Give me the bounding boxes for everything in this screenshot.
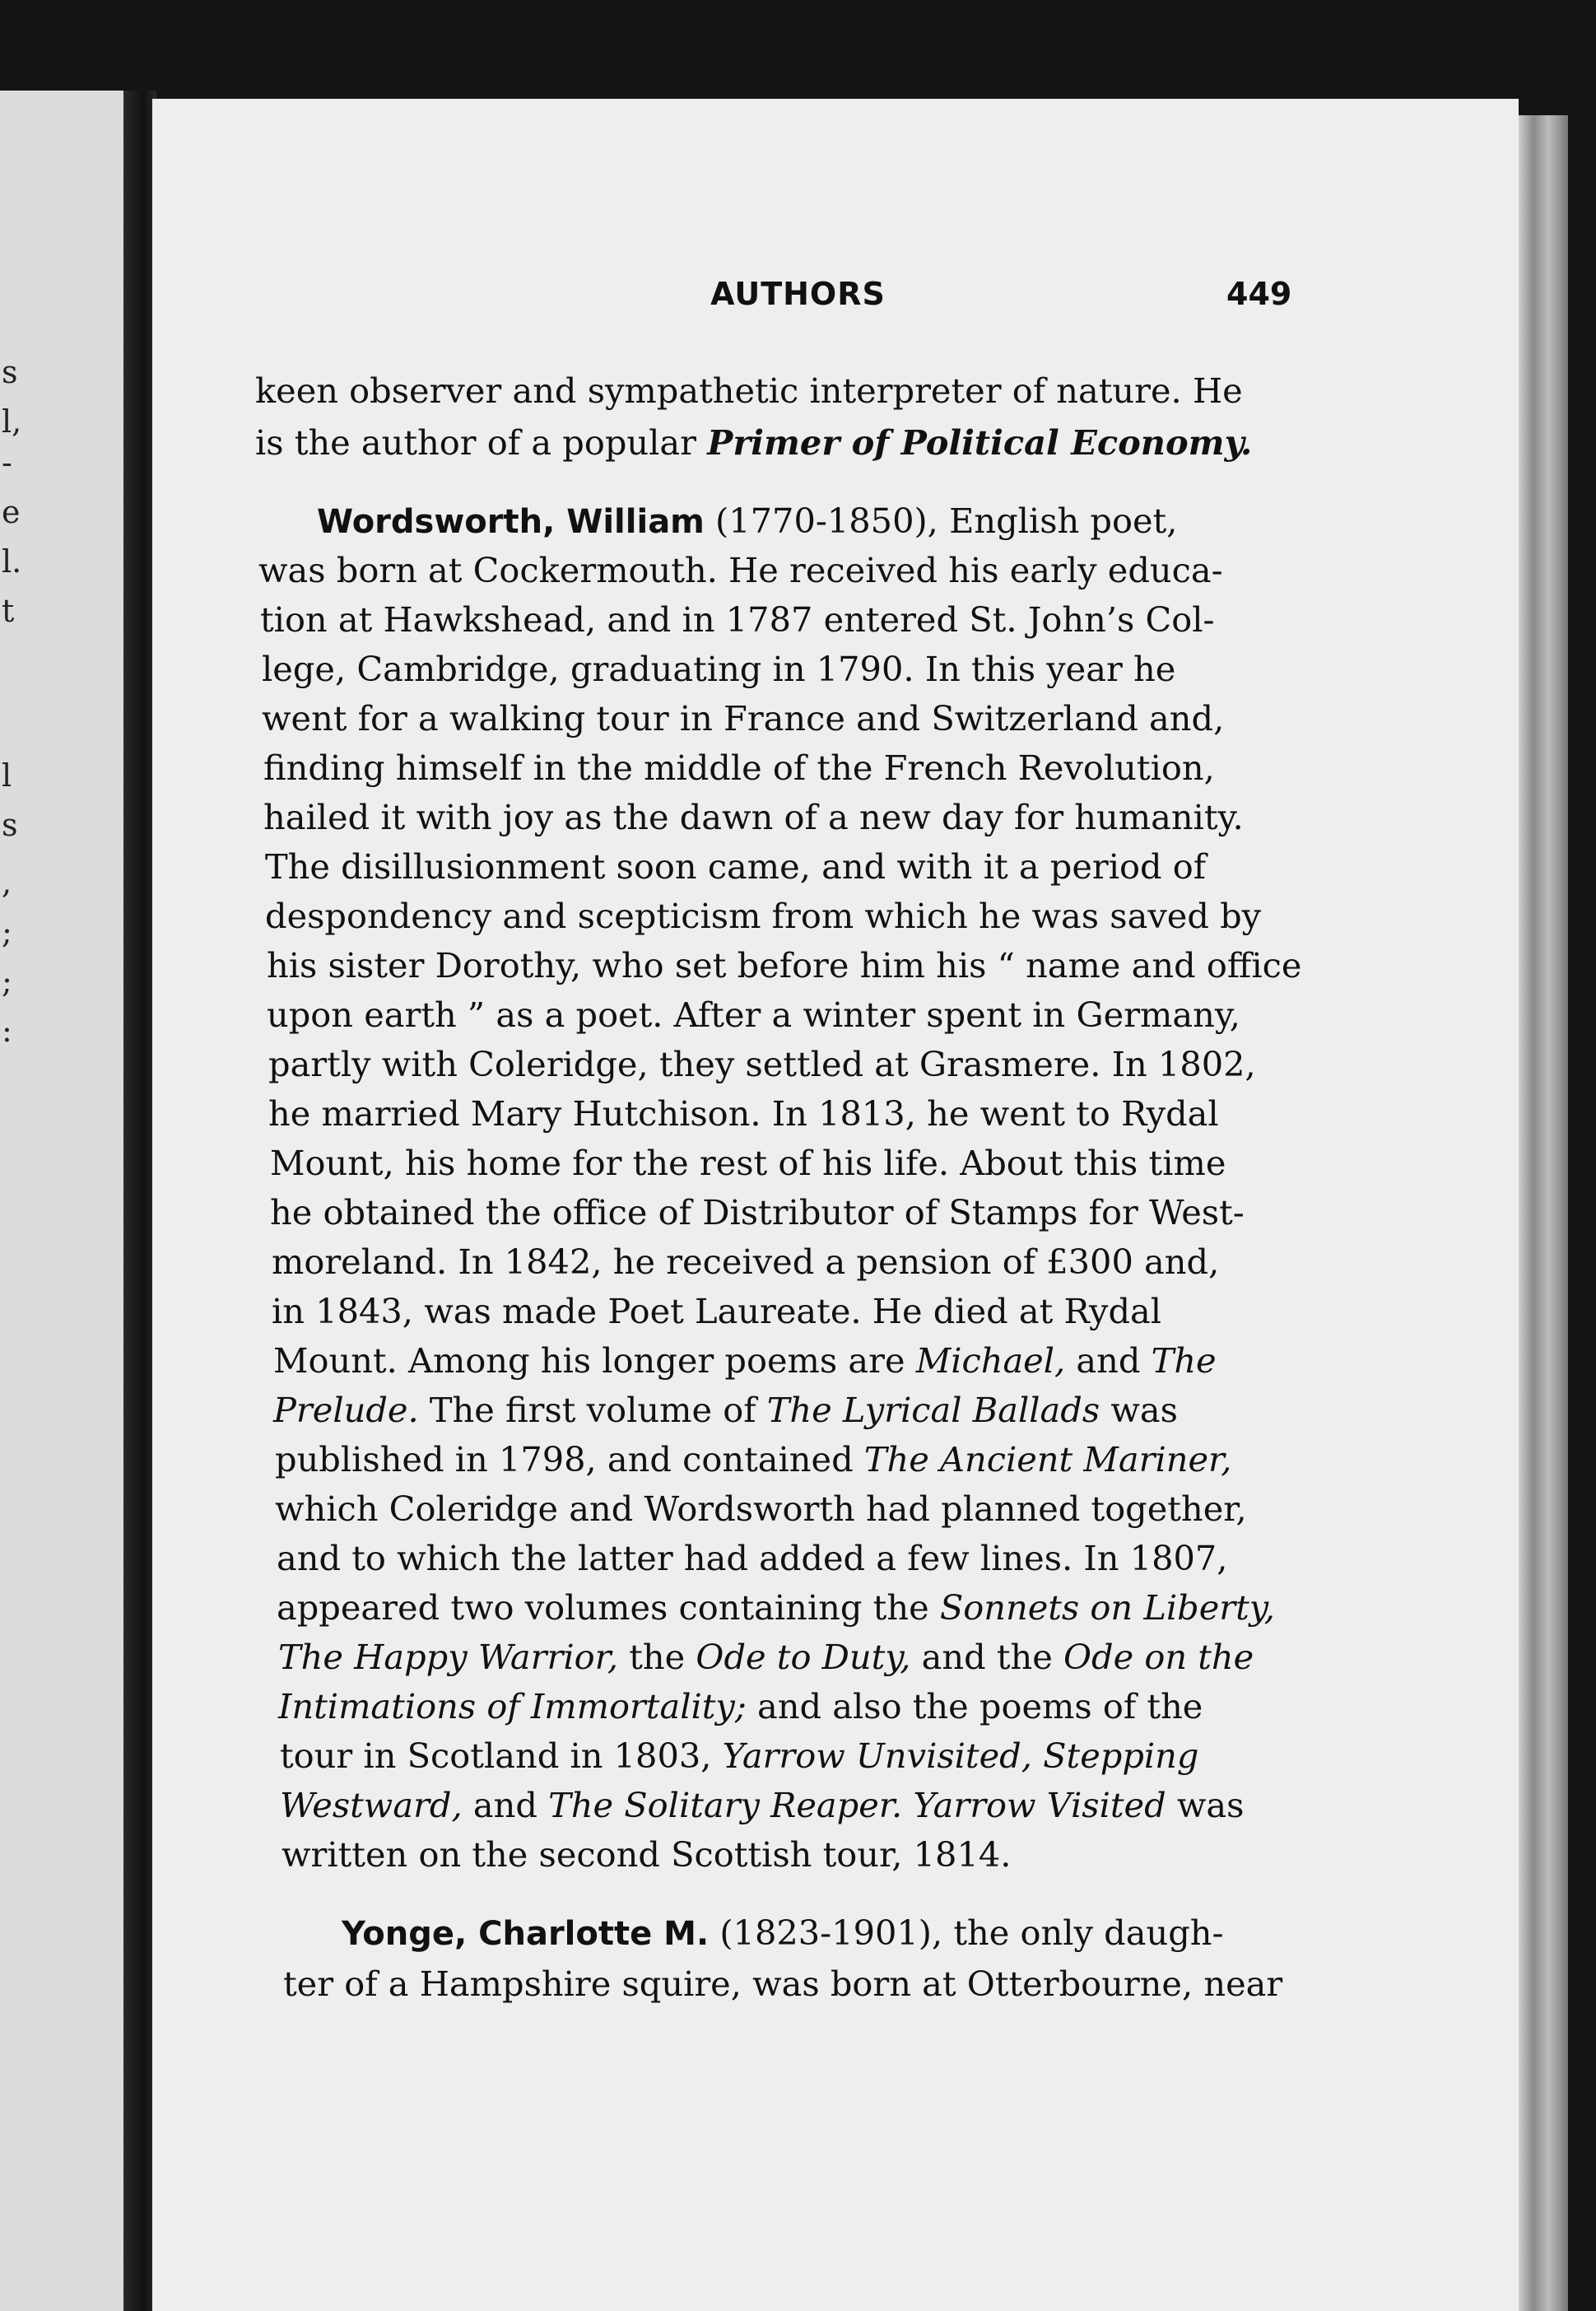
- entry-name: Yonge, Charlotte M.: [342, 1915, 710, 1953]
- text-line: The disillusionment soon came, and with it a period of: [265, 846, 1207, 887]
- page-stack-edge: [1519, 115, 1568, 2311]
- text-line: was born at Cockermouth. He received his early educa-: [258, 550, 1223, 590]
- text-line: Mount. Among his longer poems are Michael, and The: [273, 1340, 1217, 1381]
- text-line: Prelude. The first volume of The Lyrical Ballads was: [273, 1390, 1178, 1430]
- text-line: Intimations of Immortality; and also the poems of the: [278, 1686, 1203, 1726]
- entry-yonge: Yonge, Charlotte M. (1823-1901), the only daugh-: [342, 1913, 1224, 1953]
- text-line: he obtained the office of Distributor of Stamps for West-: [270, 1192, 1245, 1232]
- book-gutter: [123, 91, 156, 2311]
- page-number: 449: [1226, 276, 1292, 312]
- text-line: in 1843, was made Poet Laureate. He died at Rydal: [272, 1291, 1162, 1331]
- running-header: AUTHORS: [710, 276, 886, 312]
- text-line: partly with Coleridge, they settled at Grasmere. In 1802,: [268, 1044, 1256, 1084]
- text-line: ter of a Hampshire squire, was born at Otterbourne, near: [283, 1964, 1283, 2004]
- fragment: ,: [2, 864, 12, 901]
- text-line: keen observer and sympathetic interpreter of nature. He: [255, 370, 1243, 411]
- fragment: s: [2, 354, 18, 390]
- entry-name: Wordsworth, William: [317, 503, 705, 541]
- fragment: -: [2, 445, 12, 481]
- text-line: Mount, his home for the rest of his life. About this time: [270, 1143, 1226, 1183]
- fragment: l,: [2, 403, 22, 440]
- text-line: written on the second Scottish tour, 1814.: [282, 1834, 1012, 1875]
- text-line: hailed it with joy as the dawn of a new day for humanity.: [263, 797, 1244, 837]
- text-line: is the author of a popular Primer of Political Economy.: [255, 422, 1253, 463]
- text-line: despondency and scepticism from which he was saved by: [265, 896, 1262, 936]
- text-line: finding himself in the middle of the French Revolution,: [263, 748, 1215, 788]
- fragment: ;: [2, 963, 12, 999]
- text-line: tion at Hawkshead, and in 1787 entered St. John’s Col-: [260, 599, 1215, 640]
- text-line: went for a walking tour in France and Switzerland and,: [262, 698, 1225, 738]
- fragment: s: [2, 807, 18, 843]
- text-line: published in 1798, and contained The Ancient Mariner,: [275, 1439, 1232, 1479]
- text-line: Westward, and The Solitary Reaper. Yarrow Visited was: [280, 1785, 1245, 1825]
- text-line: moreland. In 1842, he received a pension of £300 and,: [272, 1242, 1220, 1282]
- fragment: l.: [2, 543, 22, 580]
- fragment: :: [2, 1013, 12, 1049]
- text-line: tour in Scotland in 1803, Yarrow Unvisited, Stepping: [280, 1736, 1199, 1776]
- text-line: which Coleridge and Wordsworth had planned together,: [275, 1489, 1247, 1529]
- text-line: appeared two volumes containing the Sonnets on Liberty,: [277, 1587, 1275, 1628]
- text-line: and to which the latter had added a few lines. In 1807,: [277, 1538, 1228, 1578]
- fragment: e: [2, 494, 21, 530]
- fragment: ;: [2, 914, 12, 950]
- text-line: his sister Dorothy, who set before him his “ name and office: [267, 945, 1302, 985]
- text-line: The Happy Warrior, the Ode to Duty, and the Ode on the: [278, 1637, 1254, 1677]
- fragment: t: [2, 593, 15, 629]
- text-line: lege, Cambridge, graduating in 1790. In this year he: [262, 649, 1176, 689]
- entry-wordsworth: Wordsworth, William (1770-1850), English poet,: [317, 501, 1178, 541]
- text-line: upon earth ” as a poet. After a winter spent in Germany,: [267, 995, 1240, 1035]
- text-line: he married Mary Hutchison. In 1813, he went to Rydal: [268, 1093, 1219, 1134]
- fragment: l: [2, 757, 12, 794]
